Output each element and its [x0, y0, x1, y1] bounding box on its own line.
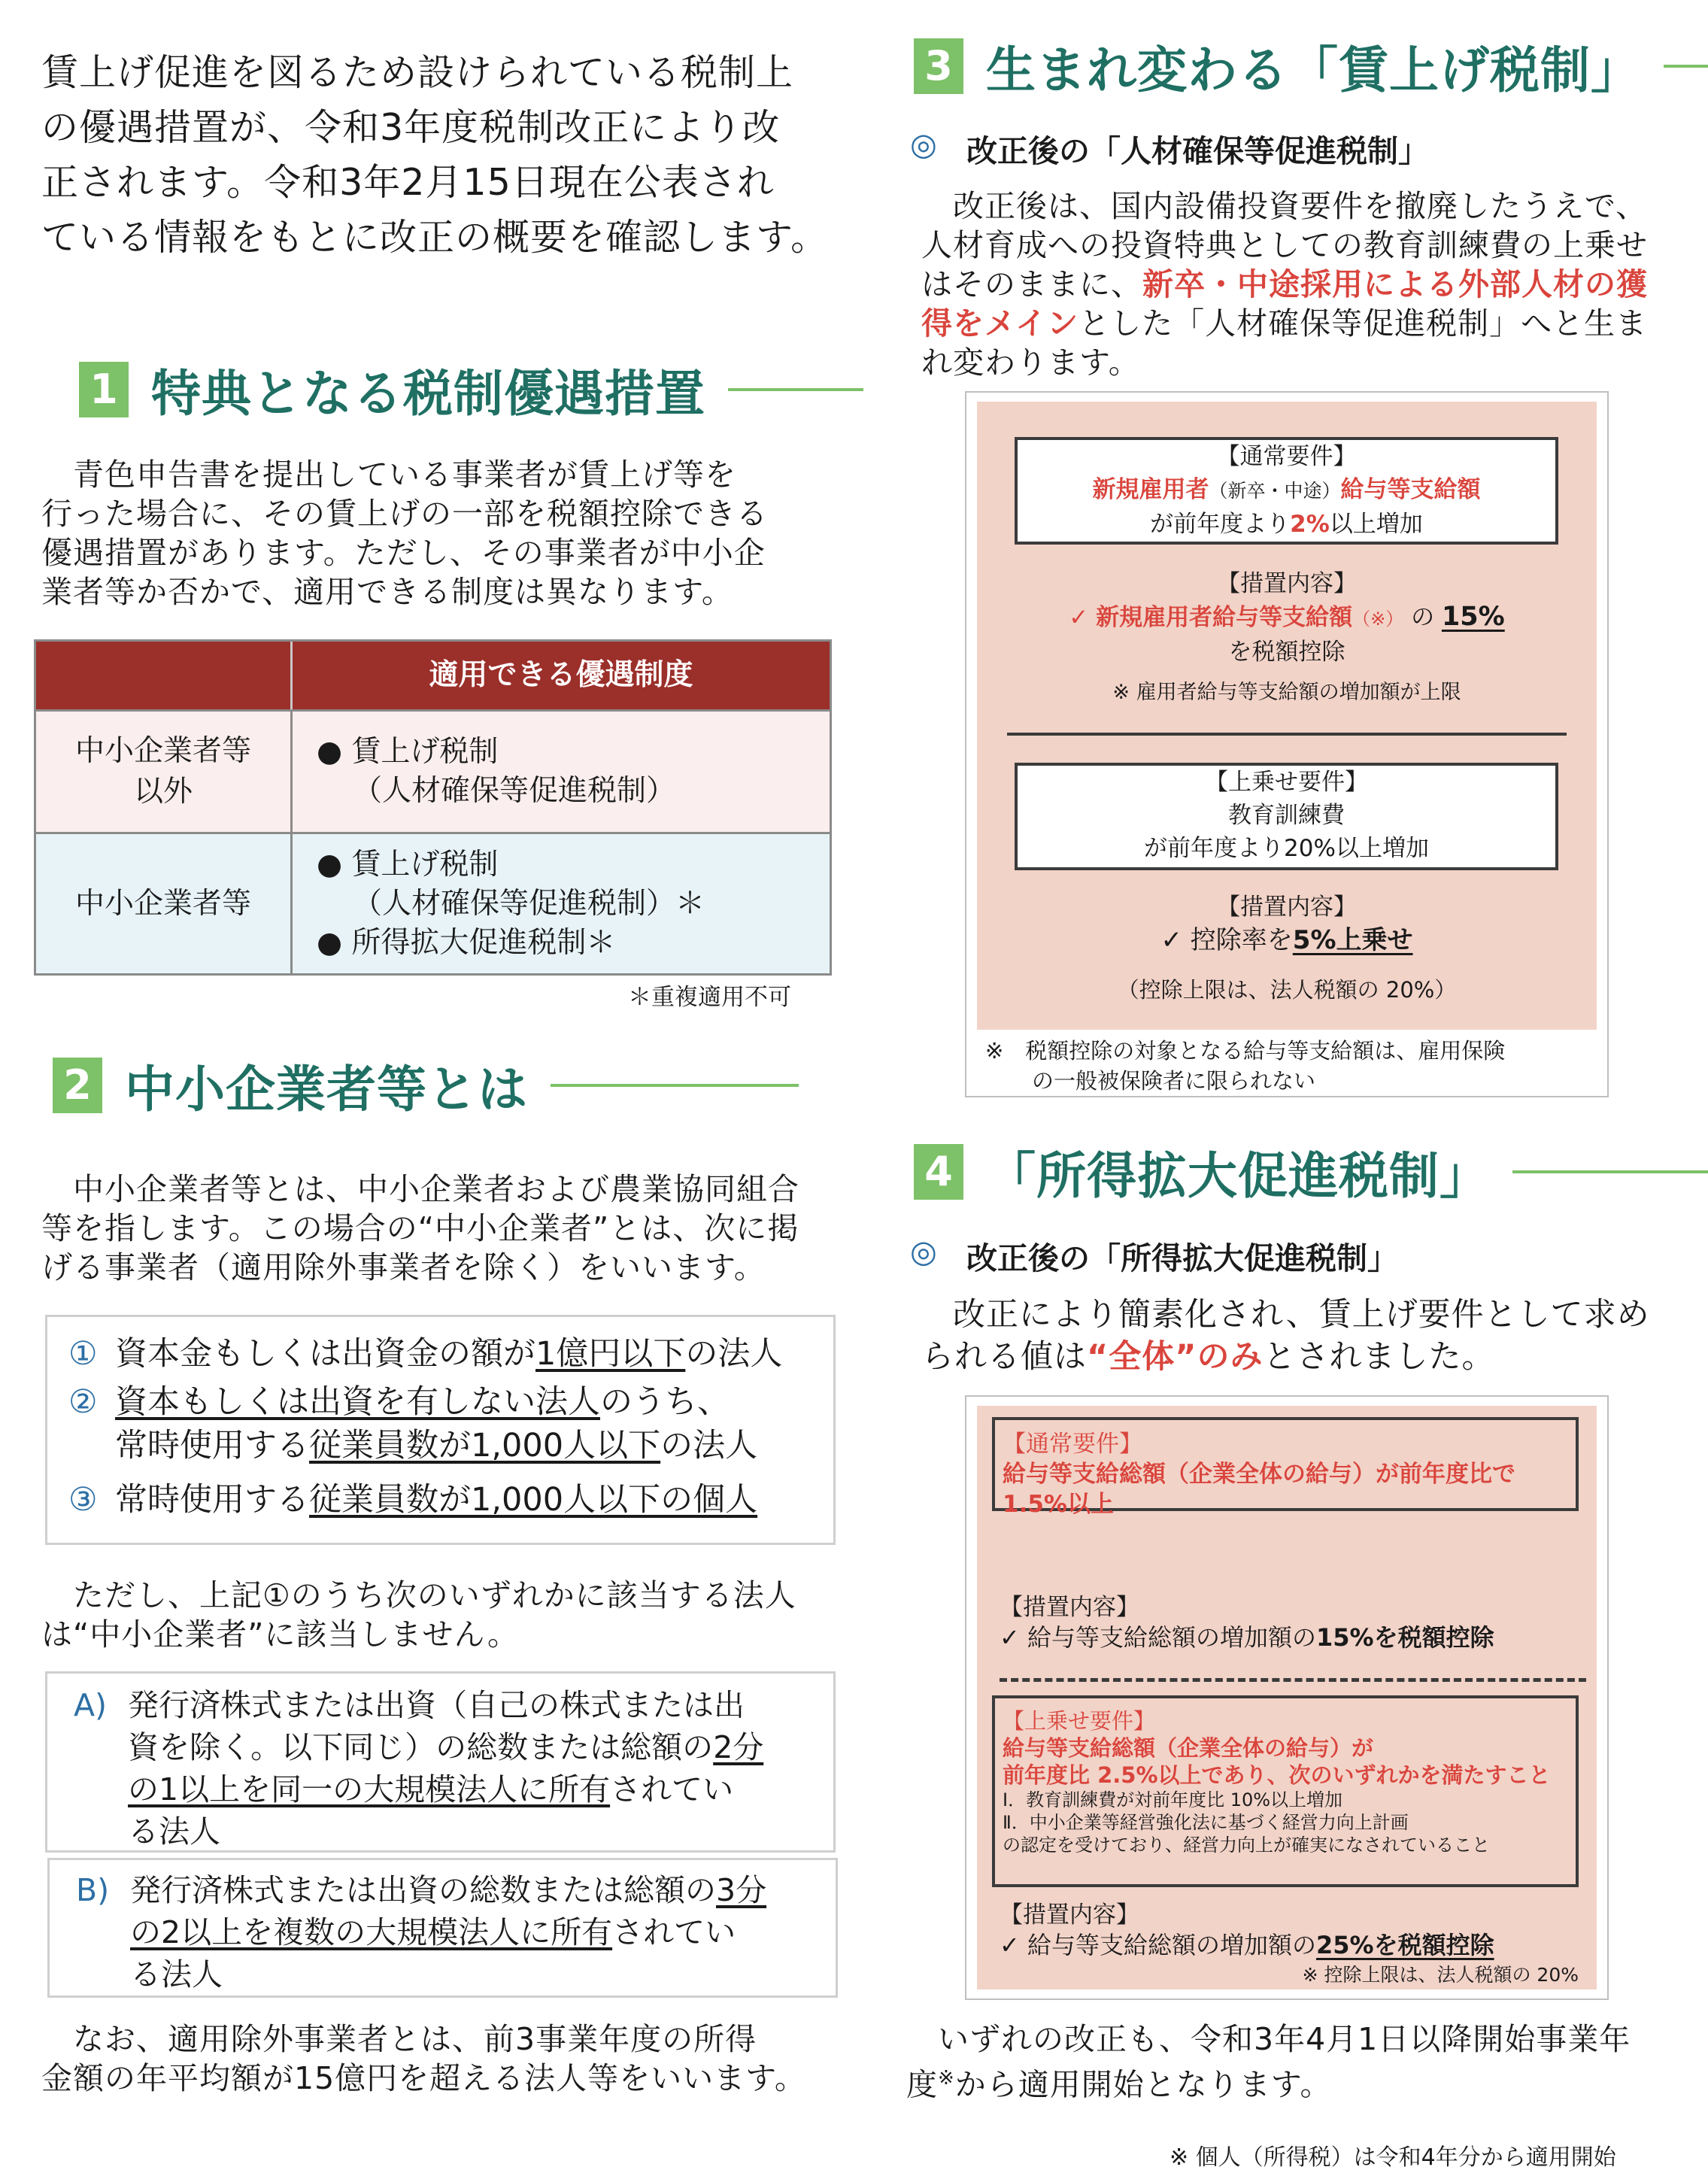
- item-marker: ③: [68, 1481, 98, 1519]
- definition-item: [68, 1332, 833, 1376]
- item-text-underlined: 従業員数が1,000人以下の個人: [309, 1481, 758, 1519]
- preference-table: [34, 639, 832, 976]
- box-text-underlined: 15%: [1441, 602, 1505, 632]
- item-text: 発行済株式または出資の総数または総額の: [130, 1872, 716, 1908]
- check-icon: ✓: [1069, 604, 1089, 631]
- item-text-underlined: の1以上を同一の大規模法人に所有: [128, 1771, 611, 1807]
- para-line: 人材育成への投資特典としての教育訓練費の上乗せ: [921, 227, 1648, 263]
- para-text: とされました。: [1263, 1338, 1495, 1376]
- box-text: Ⅰ．教育訓練費が対前年度比 10%以上増加: [1003, 1789, 1343, 1810]
- measure-block-2: [977, 891, 1597, 1006]
- para-text: から適用開始となります。: [954, 2066, 1332, 2103]
- item-text: 常時使用する: [115, 1427, 309, 1464]
- para-text-highlight: “全体”のみ: [1087, 1338, 1264, 1376]
- box-text: が前年度より: [1150, 511, 1291, 538]
- item-text: る法人: [128, 1813, 220, 1850]
- para-text: とした「人材確保等促進税制」へと生ま: [1078, 305, 1648, 341]
- normal-requirement-box: [1015, 437, 1558, 545]
- item-marker: ①: [68, 1335, 98, 1373]
- item-text-underlined: 従業員数が1,000人以下: [309, 1427, 661, 1464]
- additional-requirement-box: [1015, 763, 1558, 870]
- para-line: 業者等か否かで、適用できる制度は異なります。: [41, 574, 733, 610]
- box-label: 【上乗せ要件】: [1003, 1708, 1156, 1734]
- box-text-highlight: 給与等支給総額（企業全体の給与）が: [1003, 1735, 1374, 1761]
- item-text-underlined: の2以上を複数の大規模法人に所有: [130, 1914, 613, 1950]
- section-4-paragraph: [921, 1294, 1703, 1378]
- para-line: 等を指します。この場合の“中小企業者”とは、次に掲: [41, 1210, 799, 1246]
- box-label: 【上乗せ要件】: [1205, 769, 1368, 796]
- figure-panel: [977, 1406, 1597, 1989]
- box-text-underlined: 5%上乗せ: [1292, 925, 1413, 955]
- item-text-underlined: 2分: [713, 1729, 764, 1765]
- table-row: [36, 709, 830, 832]
- box-text: 以上増加: [1329, 511, 1423, 538]
- section-title: 「所得拡大促進税制」: [986, 1147, 1490, 1205]
- box-text: の: [1411, 604, 1435, 631]
- para-line: 金額の年平均額が15億円を超える法人等をいいます。: [41, 2060, 806, 2096]
- section-3-paragraph: [921, 187, 1703, 382]
- box-label: 【通常要件】: [1216, 443, 1357, 470]
- box-text: Ⅱ．中小企業等経営強化法に基づく経営力向上計画: [1003, 1812, 1409, 1833]
- box-text: を税額控除: [1228, 639, 1345, 666]
- subheading-text: 改正後の「人材確保等促進税制」: [966, 133, 1429, 169]
- para-text-highlight: 新卒・中途採用による外部人材の獲: [1142, 266, 1648, 302]
- item-text: の法人: [685, 1335, 783, 1373]
- section-number: 4: [914, 1144, 963, 1200]
- box-label: 【措置内容】: [1000, 1594, 1139, 1621]
- table-header: [36, 642, 830, 709]
- definition-item: [68, 1380, 833, 1467]
- intro-line: ている情報をもとに改正の概要を確認します。: [41, 216, 829, 259]
- box-text-highlight: 1.5%以上: [1003, 1491, 1114, 1518]
- table-row-items: [293, 834, 830, 973]
- para-text: はそのままに、: [921, 266, 1142, 302]
- table-item: ● 賃上げ税制: [317, 735, 499, 769]
- figure-footnote: [985, 1036, 1594, 1096]
- box-text: ✓ 控除率を: [1160, 925, 1293, 955]
- section-number: 3: [914, 38, 963, 94]
- item-marker: B): [76, 1872, 110, 1908]
- box-text: （※）: [1352, 609, 1404, 630]
- box-text-highlight: 前年度比 2.5%以上であり、次のいずれかを満たすこと: [1003, 1762, 1551, 1788]
- box-label: 【措置内容】: [1000, 1901, 1139, 1929]
- section-title: 生まれ変わる「賃上げ税制」: [986, 41, 1641, 99]
- exclusion-b-box: [47, 1858, 838, 1998]
- item-text-underlined: 資本もしくは出資を有しない法人: [115, 1383, 600, 1421]
- definition-item: [68, 1478, 833, 1522]
- para-text-highlight: 得をメイン: [921, 305, 1079, 341]
- para-line: れ変わります。: [921, 344, 1140, 381]
- section-rule: [1664, 65, 1708, 68]
- additional-requirement-box: [992, 1695, 1579, 1887]
- section-3-subheading: [910, 126, 1429, 171]
- para-line: 中小企業者等とは、中小企業者および農業協同組合: [73, 1171, 799, 1207]
- section-1-heading: [79, 354, 863, 425]
- item-text-underlined: 1億円以下: [535, 1335, 686, 1373]
- normal-requirement-box: [992, 1417, 1579, 1518]
- item-text: されてい: [610, 1771, 734, 1807]
- box-note: ※ 雇用者給与等支給額の増加額が上限: [1112, 681, 1461, 704]
- measure-block: [1000, 1592, 1594, 1653]
- sme-definition-box: [45, 1315, 836, 1545]
- table-note: ＊重複適用不可: [628, 984, 791, 1011]
- item-text: る法人: [130, 1956, 223, 1992]
- item-text: の法人: [660, 1427, 758, 1464]
- box-text-highlight: 給与等支給総額（企業全体の給与）が前年度比で: [1003, 1461, 1515, 1488]
- intro-line: の優遇措置が、令和3年度税制改正により改: [41, 106, 781, 149]
- item-text: 常時使用する: [115, 1481, 309, 1519]
- table-row-items: [293, 712, 830, 832]
- table-item: ● 所得拡大促進税制＊: [317, 925, 616, 960]
- box-note: ※ 控除上限は、法人税額の 20%: [1302, 1964, 1579, 1986]
- section-2-heading: [53, 1049, 799, 1121]
- section-rule: [551, 1084, 799, 1087]
- intro-line: 賃上げ促進を図るため設けられている税制上: [41, 51, 794, 94]
- divider: [1007, 733, 1567, 736]
- label-line: 以外: [133, 775, 193, 809]
- para-line: 青色申告書を提出している事業者が賃上げ等を: [73, 457, 736, 493]
- label-line: 中小企業者等: [74, 734, 251, 768]
- box-note: （控除上限は、法人税額の 20%）: [1117, 977, 1457, 1003]
- item-text-underlined: 3分: [716, 1872, 767, 1908]
- box-text: ✓ 給与等支給総額の増加額の: [1000, 1623, 1316, 1652]
- section-2-paragraph: [41, 1170, 869, 1287]
- section-4-subheading: [910, 1234, 1398, 1278]
- para-text: 度: [906, 2066, 938, 2103]
- footnote-mark: ※: [938, 2067, 955, 2090]
- table-header-cell: 適用できる優遇制度: [429, 658, 693, 692]
- dashed-divider: [1000, 1678, 1586, 1682]
- para-line: ただし、上記①のうち次のいずれかに該当する法人: [73, 1577, 796, 1613]
- section-title: 中小企業者等とは: [125, 1061, 528, 1118]
- box-label: 【措置内容】: [1217, 894, 1357, 921]
- double-circle-icon: ◎: [910, 126, 937, 162]
- para-line: げる事業者（適用除外事業者を除く）をいいます。: [41, 1249, 766, 1285]
- para-line: 優遇措置があります。ただし、その事業者が中小企: [41, 535, 766, 571]
- double-circle-icon: ◎: [910, 1234, 937, 1270]
- closing-paragraph: [906, 2020, 1696, 2105]
- footnote-line: ※ 税額控除の対象となる給与等支給額は、雇用保険: [985, 1038, 1506, 1064]
- wage-tax-figure: [965, 391, 1609, 1097]
- item-text: のうち、: [600, 1383, 730, 1421]
- item-text: 発行済株式または出資（自己の株式または出: [128, 1687, 745, 1723]
- measure-block: [977, 567, 1597, 709]
- box-label: 【通常要件】: [1003, 1431, 1142, 1458]
- section-3-heading: [914, 30, 1708, 102]
- section-4-heading: [914, 1136, 1708, 1207]
- section-number: 1: [79, 362, 129, 417]
- para-line: 改正により簡素化され、賃上げ要件として求め: [953, 1296, 1650, 1334]
- section-rule: [1512, 1170, 1708, 1173]
- footnote-line: の一般被保険者に限られない: [1032, 1068, 1316, 1094]
- intro-line: 正されます。令和3年2月15日現在公表され: [41, 161, 775, 204]
- table-row-label: 中小企業者等: [36, 834, 293, 973]
- table-item: （人材確保等促進税制）＊: [353, 886, 705, 921]
- table-header-empty: [36, 642, 293, 709]
- closing-footnote: ※ 個人（所得税）は令和4年分から適用開始: [1170, 2144, 1616, 2171]
- item-text: 資を除く。以下同じ）の総数または総額の: [128, 1729, 714, 1765]
- box-text-highlight: 新規雇用者給与等支給額: [1096, 604, 1353, 631]
- item-marker: A): [74, 1687, 108, 1723]
- para-line: いずれの改正も、令和3年4月1日以降開始事業年: [938, 2021, 1631, 2057]
- box-text-highlight: 給与等支給額: [1340, 476, 1481, 503]
- measure-block-2: [1000, 1900, 1594, 1990]
- subheading-text: 改正後の「所得拡大促進税制」: [966, 1240, 1398, 1276]
- para-line: は“中小企業者”に該当しません。: [41, 1616, 519, 1653]
- intro-text: [41, 45, 854, 265]
- box-text-underlined: 25%を税額控除: [1316, 1931, 1494, 1959]
- box-text: ✓ 給与等支給総額の増加額の: [1000, 1931, 1316, 1959]
- section-2-paragraph-3: [41, 2020, 884, 2098]
- section-2-paragraph-2: [41, 1576, 869, 1654]
- table-item: （人材確保等促進税制）: [353, 774, 676, 808]
- table-item: ● 賃上げ税制: [317, 847, 499, 882]
- box-text-highlight: 2%: [1290, 511, 1330, 538]
- para-text: られる値は: [921, 1338, 1087, 1376]
- income-tax-figure: [965, 1395, 1609, 2000]
- table-row: [36, 832, 830, 973]
- exclusion-a-box: [45, 1671, 836, 1853]
- section-title: 特典となる税制優遇措置: [151, 365, 705, 423]
- item-text: 資本金もしくは出資金の額が: [115, 1335, 535, 1373]
- box-label: 【措置内容】: [1217, 570, 1357, 597]
- section-rule: [728, 388, 863, 391]
- box-text: が前年度より20%以上増加: [1144, 835, 1429, 862]
- item-marker: ②: [68, 1383, 98, 1421]
- box-text: の認定を受けており、経営力向上が確実になされていること: [1003, 1835, 1490, 1856]
- figure-panel: [977, 402, 1597, 1030]
- section-number: 2: [53, 1058, 102, 1113]
- para-line: 行った場合に、その賃上げの一部を税額控除できる: [41, 496, 768, 532]
- table-row-label: [36, 712, 293, 832]
- box-text-bold: 15%を税額控除: [1316, 1623, 1494, 1652]
- para-line: 改正後は、国内設備投資要件を撤廃したうえで、: [953, 188, 1648, 224]
- box-text: 教育訓練費: [1228, 802, 1345, 829]
- section-1-paragraph: [41, 455, 869, 612]
- item-text: されてい: [612, 1914, 736, 1950]
- box-text-highlight: 新規雇用者: [1092, 476, 1209, 503]
- para-line: なお、適用除外事業者とは、前3事業年度の所得: [73, 2021, 757, 2057]
- box-text: （新卒・中途）: [1209, 480, 1341, 502]
